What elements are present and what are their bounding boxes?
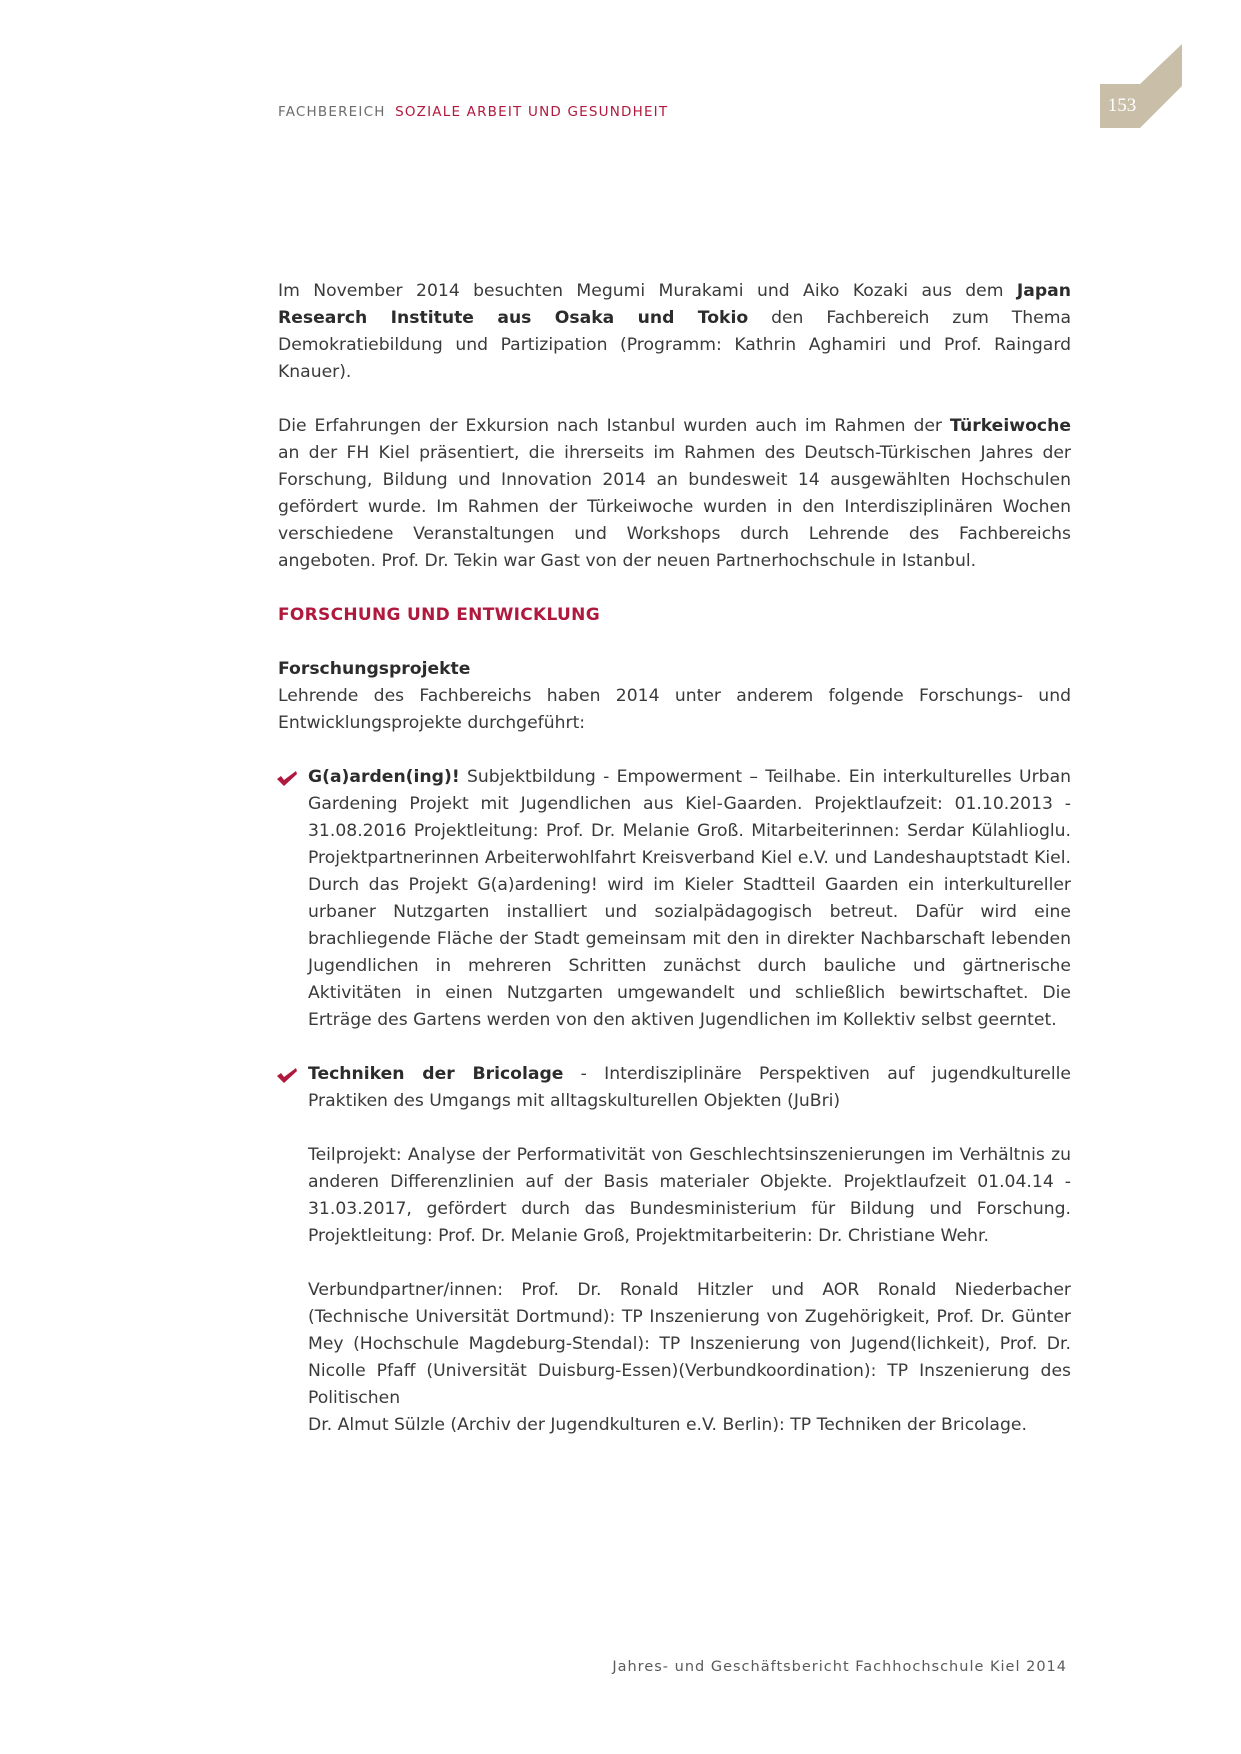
- intro-paragraph-1: Im November 2014 besuchten Megumi Murakami und Aiko Kozaki aus dem Japan Research Institute aus Osaka und Tokio den Fachbereich zum Thema Demokratiebildung und Partizipation (Programm: Kathrin Aghamiri und Prof. Raingard Knauer).: [278, 281, 1071, 382]
- tuerkeiwoche-label: Türkeiwoche: [949, 416, 1071, 436]
- project-text: - Interdisziplinäre Perspektiven auf jugendkulturelle Praktiken des Umgangs mit alltagskulturellen Objekten (JuBri): [308, 1064, 1072, 1111]
- checkmark-icon: [276, 1066, 298, 1084]
- main-content: [278, 278, 1071, 1439]
- subsection-title: Forschungsprojekte: [278, 659, 471, 679]
- header-section: SOZIALE ARBEIT UND GESUNDHEIT: [395, 104, 669, 120]
- running-footer: Jahres- und Geschäftsbericht Fachhochschule Kiel 2014: [612, 1659, 1067, 1675]
- teilprojekt-paragraph: Teilprojekt: Analyse der Performativität von Geschlechtsinszenierungen im Verhältnis zu anderen Differenzlinien auf der Basis materialer Objekte. Projektlaufzeit 01.04.14 - 31.03.2017, gefördert durch das Bundesministerium für Bildung und Forschung. Projektleitung: Prof. Dr. Melanie Groß, Projektmitarbeiterin: Dr. Christiane Wehr.: [308, 1145, 1071, 1246]
- page-number: 153: [1107, 95, 1137, 116]
- project-title: Techniken der Bricolage: [308, 1064, 564, 1084]
- checkmark-icon: [276, 769, 298, 787]
- project-item-bricolage: [278, 1061, 1071, 1439]
- project-title: G(a)arden(ing)!: [308, 767, 460, 787]
- project-text: Subjektbildung - Empowerment – Teilhabe. Ein interkulturelles Urban Gardening Projekt mit Jugendlichen aus Kiel-Gaarden. Projektlaufzeit: 01.10.2013 - 31.08.2016 Projektleitung: Prof. Dr. Melanie Groß. Mitarbeiterinnen: Serdar Külahlioglu. Projektpartnerinnen Arbeiterwohlfahrt Kreisverband Kiel e.V. und Landeshauptstadt Kiel. Durch das Projekt G(a)ardening! wird im Kieler Stadtteil Gaarden ein interkultureller urbaner Nutzgarten installiert und sozialpädagogisch betreut. Dafür wird eine brachliegende Fläche der Stadt gemeinsam mit den in direkter Nachbarschaft lebenden Jugendlichen in mehreren Schritten zunächst durch bauliche und gärtnerische Aktivitäten in einen Nutzgarten umgewandelt und schließlich bewirtschaftet. Die Erträge des Gartens werden von den aktiven Jugendlichen im Kollektiv selbst geerntet.: [308, 767, 1071, 1030]
- partner-paragraph: Verbundpartner/innen: Prof. Dr. Ronald Hitzler und AOR Ronald Niederbacher (Technische Universität Dortmund): TP Inszenierung von Zugehörigkeit, Prof. Dr. Günter Mey (Hochschule Magdeburg-Stendal): TP Inszenierung von Jugend(lichkeit), Prof. Dr. Nicolle Pfaff (Universität Duisburg-Essen)(Verbundkoordination): TP Inszenierung des Politischen Dr. Almut Sülzle (Archiv der Jugendkulturen e.V. Berlin): TP Techniken der Bricolage.: [308, 1280, 1071, 1435]
- project-item-gaardening: [278, 764, 1071, 1034]
- section-title: FORSCHUNG UND ENTWICKLUNG: [278, 605, 600, 625]
- research-lead: Lehrende des Fachbereichs haben 2014 unter anderem folgende Forschungs- und Entwicklungsprojekte durchgeführt:: [278, 686, 1071, 733]
- header-department: FACHBEREICH: [278, 104, 386, 120]
- intro-paragraph-2: Die Erfahrungen der Exkursion nach Istanbul wurden auch im Rahmen der Türkeiwoche an der FH Kiel präsentiert, die ihrerseits im Rahmen des Deutsch-Türkischen Jahres der Forschung, Bildung und Innovation 2014 an bundesweit 14 ausgewählten Hochschulen gefördert wurde. Im Rahmen der Türkeiwoche wurden in den Interdisziplinären Wochen verschiedene Veranstaltungen und Workshops durch Lehrende des Fachbereichs angeboten. Prof. Dr. Tekin war Gast von der neuen Partnerhochschule in Istanbul.: [278, 416, 1071, 571]
- japan-institute-name: Japan Research Institute aus Osaka und Tokio: [278, 281, 1071, 328]
- running-header: [278, 104, 668, 120]
